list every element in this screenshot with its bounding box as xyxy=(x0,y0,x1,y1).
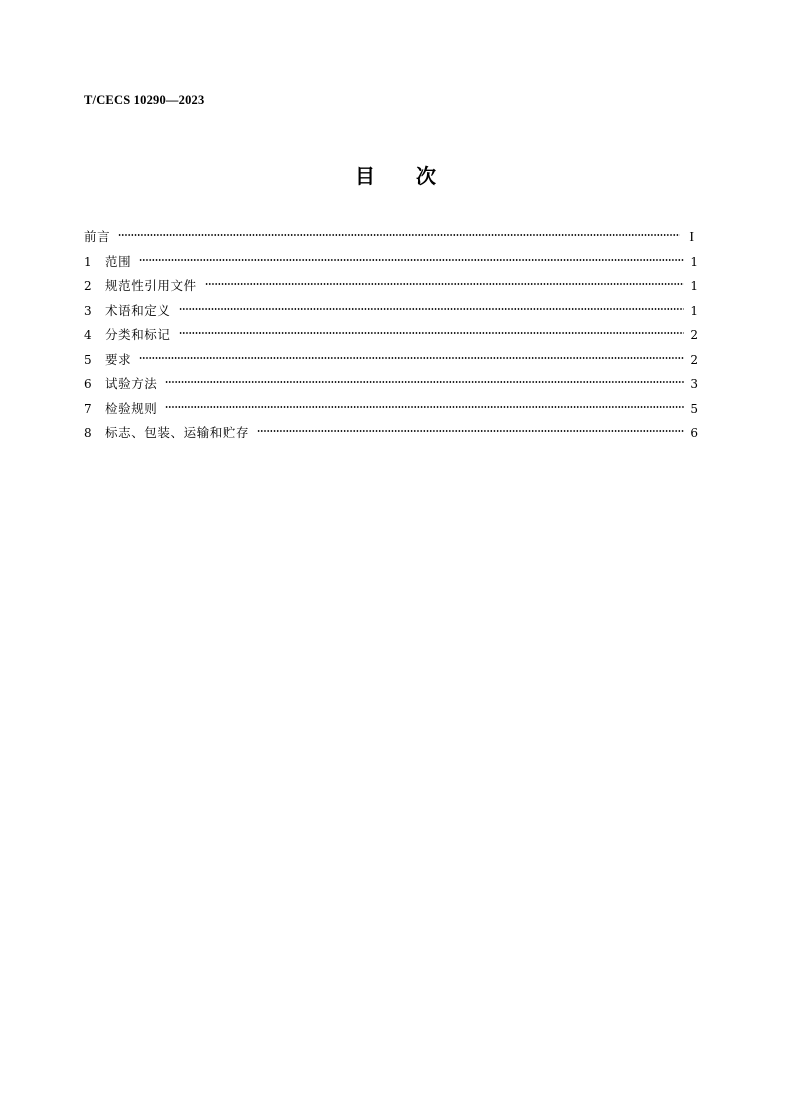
toc-section-number: 1 xyxy=(84,254,92,269)
toc-entry-label: 要求 xyxy=(105,351,132,367)
toc-entry-label: 检验规则 xyxy=(105,400,158,416)
toc-section-number: 2 xyxy=(84,279,92,293)
toc-entry-normative-references[interactable] xyxy=(84,276,698,301)
toc-entry-foreword[interactable] xyxy=(84,227,698,252)
page-title-char-1: 目 xyxy=(355,164,376,188)
toc-entry-classification[interactable] xyxy=(84,325,698,350)
toc-page-number: 3 xyxy=(690,377,698,391)
toc-section-number: 6 xyxy=(84,377,92,391)
toc-leader-dots xyxy=(257,428,684,434)
toc-section-number: 7 xyxy=(84,401,92,416)
toc-page-number: I xyxy=(689,230,694,245)
toc-entry-label: 标志、包装、运输和贮存 xyxy=(105,425,250,440)
toc-entry-terms-definitions[interactable] xyxy=(84,301,698,326)
toc-section-number: 3 xyxy=(84,303,92,318)
toc-leader-dots xyxy=(165,404,684,410)
toc-page-number: 5 xyxy=(690,401,698,416)
toc-page-number: 1 xyxy=(690,254,698,269)
toc-entry-label: 分类和标记 xyxy=(105,327,171,342)
toc-entry-requirements[interactable] xyxy=(84,350,698,375)
toc-entry-inspection-rules[interactable] xyxy=(84,399,698,424)
toc-leader-dots xyxy=(118,232,680,238)
page-title xyxy=(0,160,792,189)
toc-leader-dots xyxy=(179,306,684,312)
page-title-char-2: 次 xyxy=(416,164,437,188)
toc-leader-dots xyxy=(205,281,684,287)
toc-section-number: 8 xyxy=(84,426,92,440)
standard-code: T/CECS 10290—2023 xyxy=(84,93,205,107)
toc-page-number: 1 xyxy=(690,279,698,293)
toc-leader-dots xyxy=(165,379,684,385)
toc-page-number: 2 xyxy=(690,328,698,342)
toc-leader-dots xyxy=(139,257,684,263)
toc-entry-marking-packaging[interactable] xyxy=(84,423,698,448)
table-of-contents xyxy=(84,227,698,448)
toc-page-number: 1 xyxy=(690,303,698,318)
toc-page-number: 2 xyxy=(690,352,698,367)
toc-entry-label: 规范性引用文件 xyxy=(105,278,197,293)
toc-leader-dots xyxy=(179,330,684,336)
toc-entry-label: 范围 xyxy=(105,253,132,269)
toc-section-number: 4 xyxy=(84,328,92,342)
toc-section-number: 5 xyxy=(84,352,92,367)
toc-entry-label: 前言 xyxy=(84,229,111,244)
toc-entry-label: 试验方法 xyxy=(105,376,158,391)
toc-leader-dots xyxy=(139,355,684,361)
toc-page-number: 6 xyxy=(690,426,698,440)
toc-entry-scope[interactable] xyxy=(84,252,698,277)
toc-entry-test-methods[interactable] xyxy=(84,374,698,399)
toc-entry-label: 术语和定义 xyxy=(105,302,171,318)
